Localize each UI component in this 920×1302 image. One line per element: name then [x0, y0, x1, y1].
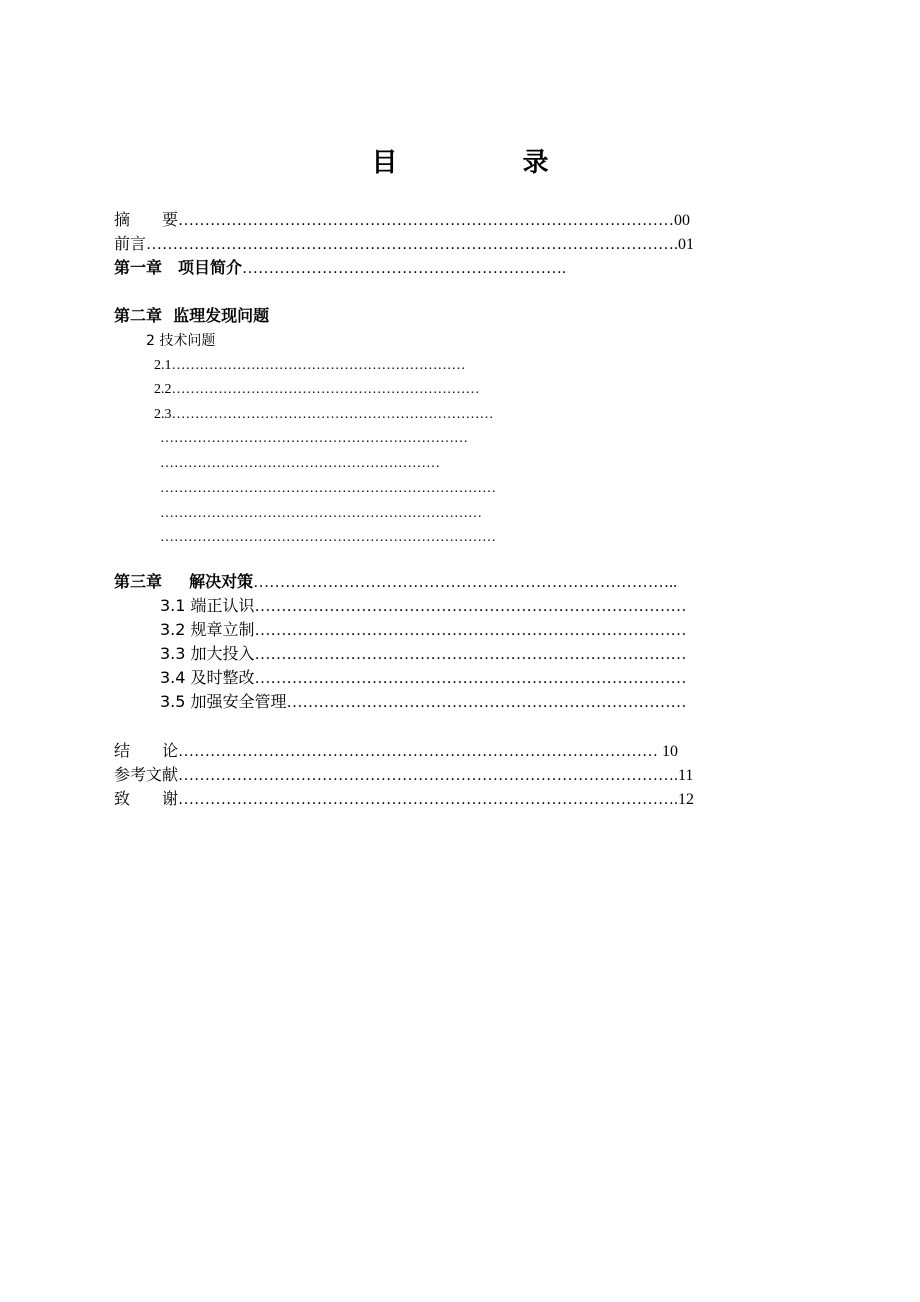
- toc-entry-acknowledgement[interactable]: [114, 788, 694, 811]
- toc-entry-label: 结 论: [114, 741, 179, 760]
- toc-leader-dots: ………………………………………………………………………: [254, 670, 687, 687]
- toc-leader-dots: …………………………………………………………………: [286, 694, 687, 711]
- toc-entry-3-5[interactable]: [160, 691, 687, 714]
- toc-entry-label: 3.5 加强安全管理: [160, 692, 287, 711]
- toc-entry-chapter-2[interactable]: [114, 305, 269, 328]
- toc-page-number: 00: [674, 212, 691, 229]
- toc-entry-label: 摘 要: [114, 210, 179, 229]
- toc-entry-references[interactable]: [114, 764, 693, 787]
- toc-leader-dots: ………………………………………………………………………………: [178, 743, 659, 760]
- toc-leader-dots: ……………………………………………………………: [171, 407, 494, 422]
- toc-entry-2[interactable]: [146, 330, 215, 353]
- toc-leader-dots: ………………………………………………………………: [160, 481, 496, 496]
- toc-entry-label: 第三章 解决对策: [114, 572, 254, 591]
- toc-entry-chapter-3[interactable]: [114, 571, 677, 594]
- toc-entry-label: 3.1 端正认识: [160, 596, 255, 615]
- toc-entry-label: 2.3: [154, 407, 172, 422]
- toc-leader-dots: …………………………………………………………: [160, 431, 468, 446]
- toc-leader-dots: ………………………………………………………………………: [254, 646, 687, 663]
- toc-leader-line: [160, 527, 496, 549]
- toc-leader-line: [160, 453, 440, 475]
- toc-page-number: .12: [674, 791, 695, 808]
- toc-page-number: .11: [674, 767, 694, 784]
- toc-leader-dots: ……………………………………………………: [160, 456, 440, 471]
- toc-entry-label: 2 技术问题: [146, 333, 216, 349]
- toc-entry-label: 3.3 加大投入: [160, 644, 255, 663]
- toc-leader-dots: …………………………………………………………………………………: [178, 212, 675, 229]
- toc-entry-2-2[interactable]: [154, 379, 480, 401]
- toc-entry-preface[interactable]: [114, 233, 694, 256]
- toc-leader-line: [160, 428, 468, 450]
- toc-entry-label: 第二章 监理发现问题: [114, 306, 270, 325]
- toc-entry-label: 2.1: [154, 358, 172, 373]
- toc-entry-chapter-1[interactable]: [114, 257, 566, 280]
- toc-page-number: .01: [674, 236, 695, 253]
- toc-entry-3-3[interactable]: [160, 643, 687, 666]
- toc-entry-conclusion[interactable]: [114, 740, 678, 763]
- toc-entry-3-4[interactable]: [160, 667, 687, 690]
- toc-leader-dots: ………………………………………………………………………: [254, 598, 687, 615]
- toc-page-number: .: [562, 260, 567, 277]
- toc-entry-abstract[interactable]: [114, 209, 690, 232]
- toc-entry-label: 参考文献: [114, 765, 179, 784]
- toc-page-number: ..: [669, 574, 678, 591]
- toc-leader-dots: ………………………………………………………………………: [254, 622, 687, 639]
- toc-leader-dots: ………………………………………………………………: [160, 530, 496, 545]
- toc-leader-dots: ……………………………………………………: [242, 260, 563, 277]
- toc-leader-dots: …………………………………………………………………………………: [178, 767, 675, 784]
- toc-entry-label: 致 谢: [114, 789, 179, 808]
- toc-entry-2-3[interactable]: [154, 404, 494, 426]
- toc-entry-3-2[interactable]: [160, 619, 687, 642]
- toc-leader-dots: ………………………………………………………: [171, 358, 466, 373]
- toc-entry-3-1[interactable]: [160, 595, 687, 618]
- toc-entry-label: 第一章 项目简介: [114, 258, 243, 277]
- toc-title: 目 录: [371, 148, 607, 178]
- toc-leader-line: [160, 503, 482, 525]
- toc-entry-label: 前言: [114, 234, 147, 253]
- toc-entry-label: 3.2 规章立制: [160, 620, 255, 639]
- toc-entry-label: 3.4 及时整改: [160, 668, 255, 687]
- toc-leader-line: [160, 478, 496, 500]
- toc-page-number: 10: [658, 743, 679, 760]
- toc-leader-dots: ……………………………………………………………………: [253, 574, 670, 591]
- toc-entry-2-1[interactable]: [154, 355, 466, 377]
- toc-leader-dots: …………………………………………………………………………………: [178, 791, 675, 808]
- toc-entry-label: 2.2: [154, 382, 172, 397]
- toc-leader-dots: …………………………………………………………: [171, 382, 480, 397]
- toc-leader-dots: ……………………………………………………………: [160, 506, 482, 521]
- toc-leader-dots: ………………………………………………………………………………………: [146, 236, 675, 253]
